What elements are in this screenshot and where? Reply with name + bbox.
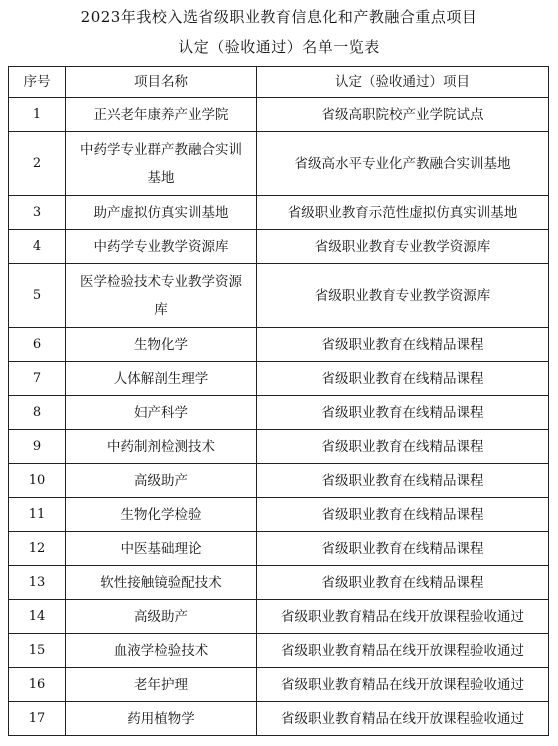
row-certified-project: 省级职业教育精品在线开放课程验收通过	[257, 600, 549, 634]
table-row	[9, 702, 549, 736]
table-row	[9, 566, 549, 600]
row-number: 14	[9, 600, 66, 634]
row-project-name: 药用植物学	[66, 702, 257, 736]
row-number: 4	[9, 230, 66, 264]
header-number: 序号	[9, 67, 66, 98]
project-list-table	[8, 66, 549, 736]
row-certified-project: 省级职业教育在线精品课程	[257, 566, 549, 600]
header-project-name: 项目名称	[66, 67, 257, 98]
table-row	[9, 532, 549, 566]
row-certified-project: 省级高职院校产业学院试点	[257, 98, 549, 132]
table-row	[9, 328, 549, 362]
document-subtitle: 认定（验收通过）名单一览表	[178, 38, 380, 56]
row-certified-project: 省级职业教育在线精品课程	[257, 396, 549, 430]
table-row	[9, 132, 549, 196]
row-certified-project: 省级职业教育在线精品课程	[257, 430, 549, 464]
row-number: 10	[9, 464, 66, 498]
row-certified-project: 省级职业教育专业教学资源库	[257, 230, 549, 264]
row-certified-project: 省级职业教育精品在线开放课程验收通过	[257, 702, 549, 736]
row-project-name: 老年护理	[66, 668, 257, 702]
table-row	[9, 430, 549, 464]
table-row	[9, 362, 549, 396]
row-certified-project: 省级职业教育示范性虚拟仿真实训基地	[257, 196, 549, 230]
row-number: 2	[9, 132, 66, 196]
row-project-name: 软性接触镜验配技术	[66, 566, 257, 600]
row-project-name: 助产虚拟仿真实训基地	[66, 196, 257, 230]
row-project-name: 中药制剂检测技术	[66, 430, 257, 464]
row-project-name: 正兴老年康养产业学院	[66, 98, 257, 132]
row-number: 16	[9, 668, 66, 702]
row-certified-project: 省级职业教育在线精品课程	[257, 328, 549, 362]
table-row	[9, 464, 549, 498]
table-row	[9, 600, 549, 634]
row-number: 17	[9, 702, 66, 736]
document-title: 2023年我校入选省级职业教育信息化和产教融合重点项目	[80, 8, 478, 26]
row-certified-project: 省级职业教育专业教学资源库	[257, 264, 549, 328]
row-number: 15	[9, 634, 66, 668]
table-row	[9, 196, 549, 230]
row-project-name: 医学检验技术专业教学资源库	[66, 264, 257, 328]
row-project-name: 生物化学	[66, 328, 257, 362]
row-certified-project: 省级职业教育在线精品课程	[257, 464, 549, 498]
row-project-name: 生物化学检验	[66, 498, 257, 532]
table-row	[9, 396, 549, 430]
row-number: 12	[9, 532, 66, 566]
table-row	[9, 668, 549, 702]
table-row	[9, 634, 549, 668]
row-project-name: 高级助产	[66, 600, 257, 634]
table-header-row	[9, 67, 549, 98]
row-project-name: 血液学检验技术	[66, 634, 257, 668]
row-number: 11	[9, 498, 66, 532]
row-number: 13	[9, 566, 66, 600]
row-project-name: 人体解剖生理学	[66, 362, 257, 396]
row-certified-project: 省级职业教育在线精品课程	[257, 498, 549, 532]
table-row	[9, 264, 549, 328]
row-certified-project: 省级职业教育在线精品课程	[257, 532, 549, 566]
row-number: 1	[9, 98, 66, 132]
row-certified-project: 省级高水平专业化产教融合实训基地	[257, 132, 549, 196]
row-number: 3	[9, 196, 66, 230]
row-certified-project: 省级职业教育精品在线开放课程验收通过	[257, 634, 549, 668]
table-row	[9, 230, 549, 264]
row-certified-project: 省级职业教育精品在线开放课程验收通过	[257, 668, 549, 702]
row-number: 8	[9, 396, 66, 430]
row-number: 7	[9, 362, 66, 396]
table-row	[9, 98, 549, 132]
row-certified-project: 省级职业教育在线精品课程	[257, 362, 549, 396]
table-row	[9, 498, 549, 532]
row-project-name: 中药学专业群产教融合实训基地	[66, 132, 257, 196]
row-number: 9	[9, 430, 66, 464]
row-project-name: 妇产科学	[66, 396, 257, 430]
row-number: 6	[9, 328, 66, 362]
row-project-name: 中药学专业教学资源库	[66, 230, 257, 264]
header-certified-project: 认定（验收通过）项目	[257, 67, 549, 98]
row-project-name: 中医基础理论	[66, 532, 257, 566]
row-number: 5	[9, 264, 66, 328]
row-project-name: 高级助产	[66, 464, 257, 498]
